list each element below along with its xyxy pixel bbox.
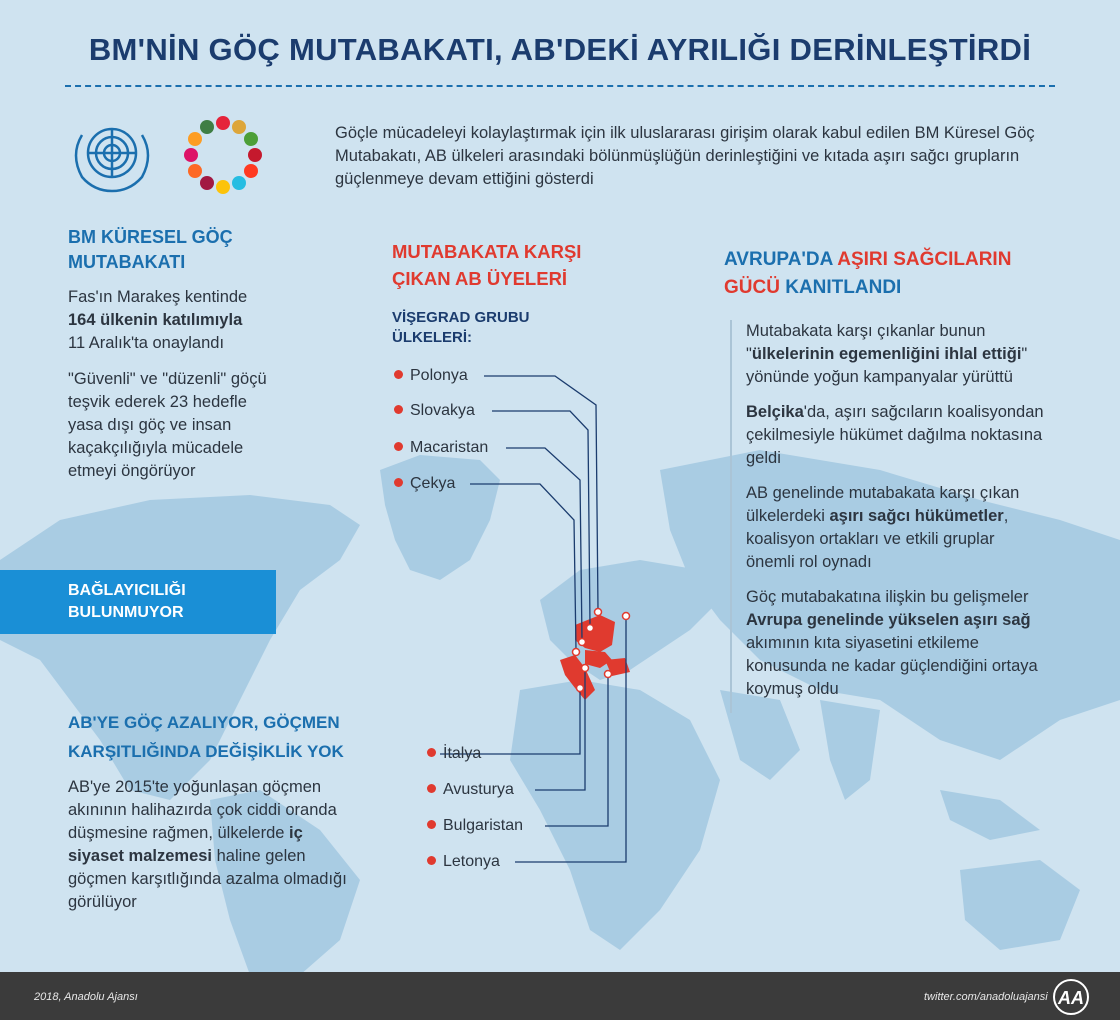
- visegrad-sub-line1: VİŞEGRAD GRUBU: [392, 309, 530, 326]
- right-paragraph-1: Mutabakata karşı çıkanlar bunun "ülkelerinin egemenliğini ihlal ettiği" yönünde yoğun kampanyalar yürüttü: [746, 322, 1028, 386]
- intro-text: Göçle mücadeleyi kolaylaştırmak için ilk uluslararası girişim olarak kabul edilen BM Küresel Göç Mutabakatı, AB ülkeleri arasındaki bölünmüşlüğün derinleştiğini ve kıtada aşırı sağcı grupların güçlenmeye devam ettiğini gösterdi: [335, 124, 1035, 188]
- left-heading-2: [68, 708, 378, 766]
- right-heading: [724, 246, 1064, 302]
- country-czechia: Çekya: [394, 474, 455, 494]
- left-p3-a: AB'ye 2015'te yoğunlaşan göçmen akınının halihazırda çok ciddi oranda düşmesine rağmen, ülkelerde: [68, 778, 337, 842]
- country-italy: İtalya: [427, 744, 481, 764]
- right-heading-c: GÜCÜ: [724, 277, 780, 298]
- right-heading-d: KANITLANDI: [779, 277, 902, 298]
- country-hungary: Macaristan: [394, 438, 488, 458]
- left-heading2-line1: AB'YE GÖÇ AZALIYOR, GÖÇMEN: [68, 713, 340, 732]
- title-divider: [65, 85, 1055, 87]
- middle-heading-line2: ÇIKAN AB ÜYELERİ: [392, 268, 568, 289]
- left-paragraph-3: [68, 776, 358, 914]
- page-title: BM'NİN GÖÇ MUTABAKATI, AB'DEKİ AYRILIĞI DERİNLEŞTİRDİ: [88, 32, 1032, 67]
- left-p1-c: 11 Aralık'ta onaylandı: [68, 334, 225, 352]
- country-latvia: Letonya: [427, 852, 500, 872]
- middle-heading-line1: MUTABAKATA KARŞI: [392, 241, 582, 262]
- left-heading: [68, 225, 298, 275]
- footer-credit: 2018, Anadolu Ajansı: [34, 991, 138, 1003]
- left-paragraph-2: "Güvenli" ve "düzenli" göçü teşvik ederek 23 hedefle yasa dışı göç ve insan kaçakçılığıyla mücadele etmeyi öngörüyor: [68, 370, 267, 480]
- left-heading2-line2: KARŞITLIĞINDA DEĞİŞİKLİK YOK: [68, 742, 344, 761]
- left-p1-b: 164 ülkenin katılımıyla: [68, 311, 243, 329]
- country-austria: Avusturya: [427, 780, 514, 800]
- banner-line1: BAĞLAYICILIĞI: [68, 582, 186, 599]
- svg-text:AA: AA: [1058, 988, 1084, 1008]
- country-poland: Polonya: [394, 366, 468, 386]
- right-paragraph-4: Göç mutabakatına ilişkin bu gelişmeler Avrupa genelinde yükselen aşırı sağ akımının kıta siyasetini etkileme konusunda ne kadar güçlendiğini ortaya koymuş oldu: [746, 588, 1038, 698]
- un-logo-icon: [66, 115, 158, 195]
- banner-line2: BULUNMUYOR: [68, 604, 184, 621]
- left-p1-a: Fas'ın Marakeş kentinde: [68, 288, 248, 306]
- footer: [0, 972, 1120, 1020]
- visegrad-sub-line2: ÜLKELERİ:: [392, 329, 472, 346]
- right-heading-b: AŞIRI SAĞCILARIN: [837, 249, 1012, 270]
- non-binding-banner: [0, 570, 276, 634]
- right-heading-a: AVRUPA'DA: [724, 249, 838, 270]
- left-heading-line2: MUTABAKATI: [68, 252, 186, 272]
- visegrad-subheading: [392, 308, 530, 348]
- left-heading-line1: BM KÜRESEL GÖÇ: [68, 227, 233, 247]
- country-bulgaria: Bulgaristan: [427, 816, 523, 836]
- country-slovakia: Slovakya: [394, 401, 475, 421]
- sdg-wheel-icon: [182, 114, 264, 196]
- right-paragraph-3: AB genelinde mutabakata karşı çıkan ülkelerdeki aşırı sağcı hükümetler, koalisyon ortakları ve etkili gruplar önemli rol oynadı: [746, 484, 1020, 571]
- right-paragraph-2: Belçika'da, aşırı sağcıların koalisyondan çekilmesiyle hükümet dağılma noktasına geldi: [746, 403, 1044, 467]
- middle-heading: [392, 238, 652, 292]
- footer-twitter-link[interactable]: twitter.com/anadoluajansi: [924, 991, 1048, 1003]
- left-paragraph-1: [68, 286, 278, 355]
- aa-logo-icon: [1046, 978, 1096, 1016]
- left-p3-c: haline gelen göçmen karşıtlığında azalma olmadığı görülüyor: [68, 847, 347, 911]
- left-p3-b: iç siyaset malzemesi: [68, 824, 303, 865]
- right-paragraphs: [730, 320, 1046, 713]
